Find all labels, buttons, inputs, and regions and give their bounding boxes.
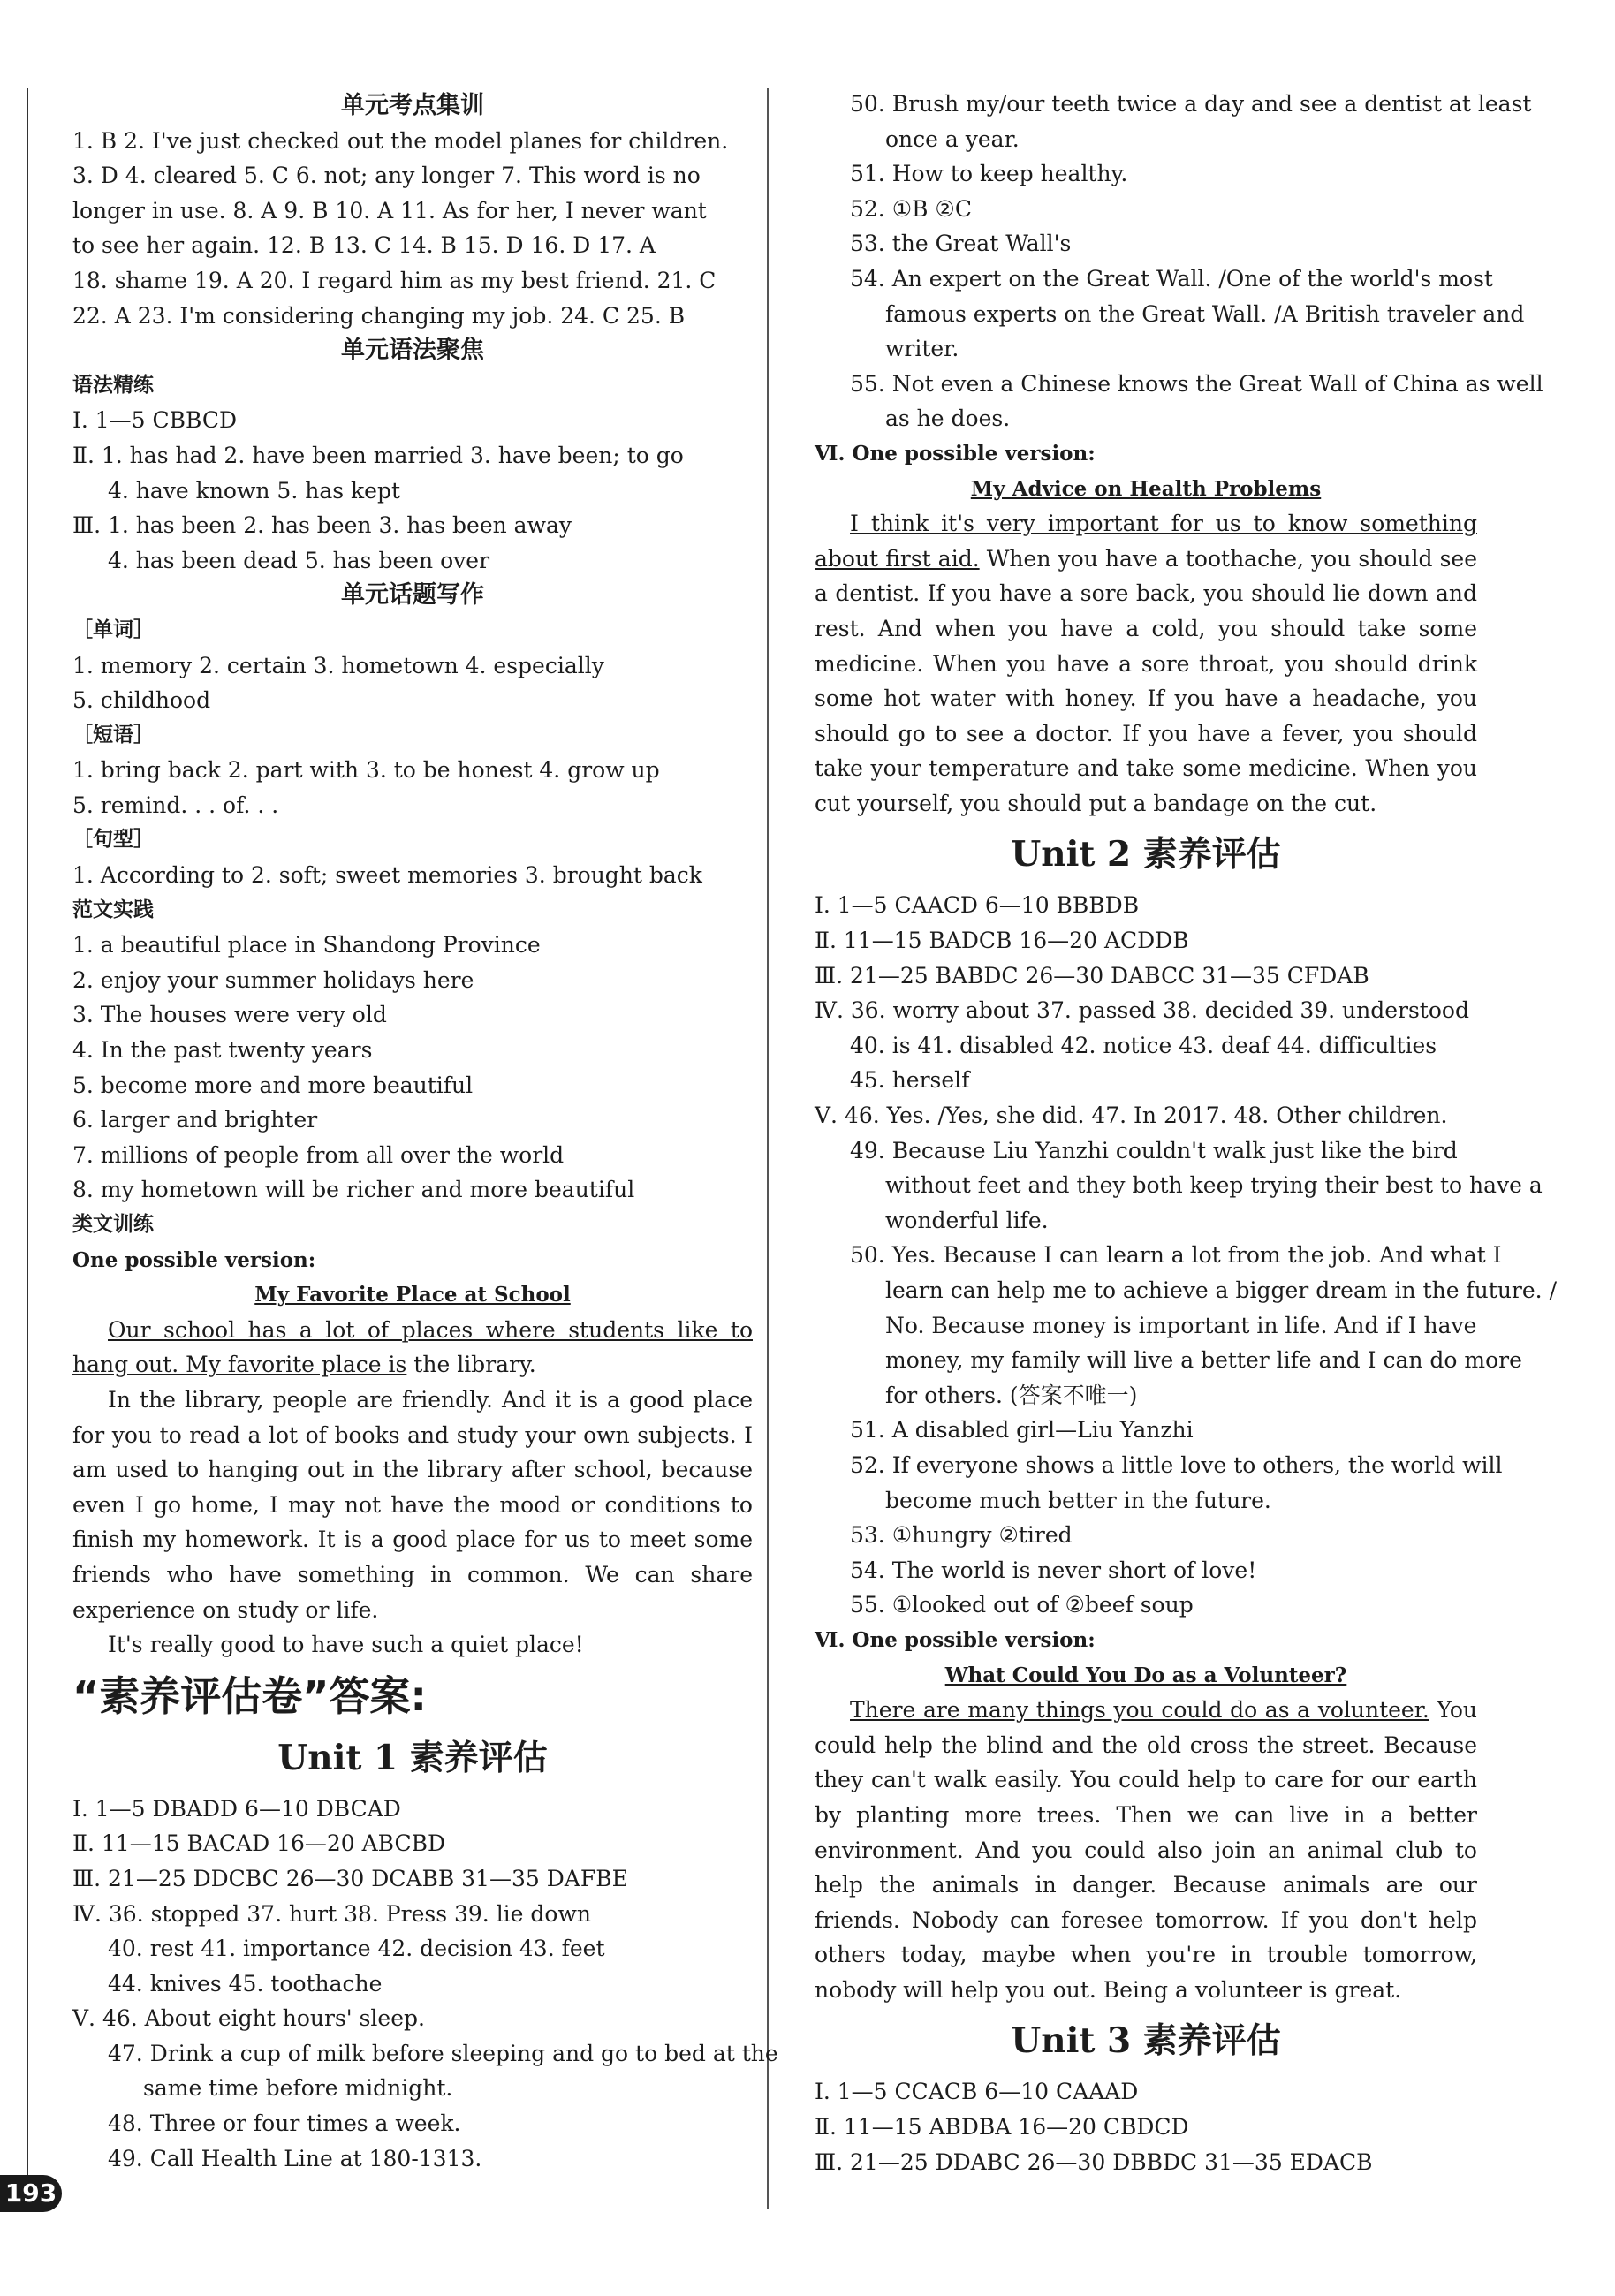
answer-line: Ⅱ. 11—15 ABDBA 16—20 CBDCD (815, 2114, 1189, 2141)
answer-line: 51. How to keep healthy. (850, 161, 1128, 187)
unit-3-title: Unit 3 素养评估 (1011, 2020, 1281, 2062)
essay-text: When you have a toothache, you should see a dentist. If you have a sore back, you should lie down and rest. And when you have a cold, you should take some medicine. When you have a sore throat, you should drink some hot water with honey. If you have a headache, you should go to see a doctor. If you have a fever, you should take your temperature and take some medicine. When you cut yourself, you should put a bandage on the cut. (815, 545, 1477, 816)
answer-line: 50. Yes. Because I can learn a lot from the job. And what I (850, 1242, 1502, 1269)
essay-paragraph (815, 506, 1477, 821)
answer-line: same time before midnight. (143, 2075, 453, 2102)
answer-line: 44. knives 45. toothache (108, 1970, 383, 1997)
answer-line: Ⅰ. 1—5 CBBCD (72, 407, 238, 434)
essay-paragraph: It's really good to have such a quiet place! (108, 1632, 584, 1658)
answer-line: 3. D 4. cleared 5. C 6. not; any longer 7. This word is no (72, 163, 701, 189)
answer-line: 54. The world is never short of love! (850, 1557, 1257, 1583)
answer-line: writer. (885, 336, 959, 362)
answer-line: Ⅲ. 21—25 DDABC 26—30 DBBDC 31—35 EDACB (815, 2148, 1373, 2175)
answer-line: 52. If everyone shows a little love to others, the world will (850, 1451, 1503, 1478)
answer-line: 4. has been dead 5. has been over (108, 547, 490, 573)
answer-line: for others. (答案不唯一) (885, 1382, 1138, 1408)
answer-line: longer in use. 8. A 9. B 10. A 11. As for her, I never want (72, 197, 707, 224)
section-title-grammar: 单元语法聚焦 (341, 337, 484, 365)
subheading-model-practice: 范文实践 (72, 898, 154, 921)
answer-line: Ⅳ. 36. stopped 37. hurt 38. Press 39. lie down (72, 1900, 591, 1927)
essay-title (72, 1277, 753, 1313)
subheading-similar-writing: 类文训练 (72, 1213, 154, 1236)
answer-line: famous experts on the Great Wall. /A British traveler and (885, 300, 1525, 327)
answer-line: 49. Call Health Line at 180-1313. (108, 2145, 482, 2171)
answer-line: as he does. (885, 405, 1011, 432)
subheading-sentence-patterns: ［句型］ (72, 828, 154, 852)
answer-line: Ⅲ. 1. has been 2. has been 3. has been away (72, 512, 572, 539)
left-column (72, 88, 778, 2176)
answer-line: Ⅰ. 1—5 CAACD 6—10 BBBDB (815, 892, 1140, 919)
section-title-topic-writing: 单元话题写作 (341, 581, 484, 610)
right-column (815, 87, 1557, 2179)
essay-paragraph (72, 1313, 753, 1383)
answer-line: 5. childhood (72, 687, 211, 714)
possible-version-label: Ⅵ. One possible version: (815, 1627, 1096, 1652)
essay-text: the library. (406, 1352, 536, 1378)
answer-line: Ⅰ. 1—5 CCACB 6—10 CAAAD (815, 2079, 1139, 2105)
essay-title-text: My Advice on Health Problems (970, 476, 1322, 501)
possible-version-label: Ⅵ. One possible version: (815, 441, 1096, 466)
answer-line: 54. An expert on the Great Wall. /One of the world's most (850, 265, 1493, 292)
answer-line: to see her again. 12. B 13. C 14. B 15. D 16. D 17. A (72, 232, 656, 259)
essay-text: You could help the blind and the old cross the street. Because they can't walk easily. You could help to care for our earth by planting more trees. Then we can live in a better environment. And you could also join an animal club to help the animals in danger. Because animals are our friends. Nobody can foresee tomorrow. If you don't help others today, maybe when you're in trouble tomorrow, nobody will help you out. Being a volunteer is great. (815, 1697, 1477, 2003)
answer-line: 45. herself (850, 1067, 970, 1094)
answer-line: 3. The houses were very old (72, 1002, 387, 1028)
answer-line: 52. ①B ②C (850, 195, 972, 222)
possible-version-label: One possible version: (72, 1247, 316, 1272)
answer-line: 7. millions of people from all over the world (72, 1141, 565, 1168)
answer-line: 51. A disabled girl—Liu Yanzhi (850, 1417, 1194, 1444)
unit-2-title: Unit 2 素养评估 (1011, 834, 1281, 875)
answer-line: 53. ①hungry ②tired (850, 1522, 1073, 1549)
answer-line: 4. have known 5. has kept (108, 477, 400, 504)
answer-line: 6. larger and brighter (72, 1107, 318, 1133)
topic-sentence: There are many things you could do as a volunteer. (850, 1697, 1429, 1724)
answer-line: 40. is 41. disabled 42. notice 43. deaf 44. difficulties (850, 1032, 1437, 1058)
answer-line: 5. become more and more beautiful (72, 1072, 474, 1098)
unit-1-title: Unit 1 素养评估 (277, 1737, 548, 1778)
answer-line: 48. Three or four times a week. (108, 2110, 461, 2137)
answer-line: Ⅱ. 11—15 BADCB 16—20 ACDDB (815, 928, 1189, 954)
assessment-answers-title: “素养评估卷”答案: (72, 1671, 427, 1720)
subheading-phrases: ［短语］ (72, 723, 154, 746)
answer-line: Ⅲ. 21—25 BABDC 26—30 DABCC 31—35 CFDAB (815, 962, 1369, 989)
answer-line: 2. enjoy your summer holidays here (72, 966, 474, 993)
answer-line: 18. shame 19. A 20. I regard him as my best friend. 21. C (72, 267, 717, 293)
topic-sentence: Our school has a lot of places where students like to hang out. My favorite place is (72, 1316, 753, 1378)
answer-line: Ⅱ. 1. has had 2. have been married 3. have been; to go (72, 442, 684, 468)
answer-line: Ⅰ. 1—5 DBADD 6—10 DBCAD (72, 1795, 401, 1822)
answer-line: money, my family will live a better life and I can do more (885, 1347, 1522, 1374)
answer-line: 49. Because Liu Yanzhi couldn't walk just like the bird (850, 1137, 1458, 1163)
answer-line: learn can help me to achieve a bigger dream in the future. / (885, 1277, 1557, 1303)
essay-paragraph: In the library, people are friendly. And it is a good place for you to read a lot of books and study your own subjects. I am used to hanging out in the library after school, because even I go home, I may not have the mood or conditions to finish my homework. It is a good place for us to meet some friends who have something in common. We can share experience on study or life. (72, 1386, 753, 1623)
answer-line: Ⅴ. 46. About eight hours' sleep. (72, 2005, 425, 2032)
answer-line: No. Because money is important in life. And if I have (885, 1312, 1477, 1338)
subheading-words: ［单词］ (72, 618, 154, 641)
answer-line: wonderful life. (885, 1207, 1049, 1233)
essay-title-text: My Favorite Place at School (254, 1283, 571, 1307)
answer-line: 22. A 23. I'm considering changing my job. 24. C 25. B (72, 302, 686, 329)
answer-line: 55. ①looked out of ②beef soup (850, 1592, 1194, 1618)
answer-line: 4. In the past twenty years (72, 1037, 373, 1064)
answer-line: 55. Not even a Chinese knows the Great Wall of China as well (850, 370, 1543, 397)
answer-line: Ⅴ. 46. Yes. /Yes, she did. 47. In 2017. 48. Other children. (815, 1103, 1448, 1129)
answer-line: 1. a beautiful place in Shandong Province (72, 932, 541, 959)
answer-line: 53. the Great Wall's (850, 231, 1072, 257)
answer-line: Ⅳ. 36. worry about 37. passed 38. decided 39. understood (815, 997, 1469, 1024)
left-margin-rule (27, 88, 28, 2200)
answer-line: 1. bring back 2. part with 3. to be honest 4. grow up (72, 757, 660, 784)
page-number-badge: 193 (0, 2175, 62, 2212)
answer-line: 47. Drink a cup of milk before sleeping and go to bed at the (108, 2040, 778, 2066)
topic-sentence: I think it's very important for us to know something about first aid. (815, 511, 1477, 572)
section-title-unit-drills: 单元考点集训 (341, 92, 484, 119)
essay-paragraph (815, 1693, 1477, 2007)
answer-line: 5. remind. . . of. . . (72, 792, 279, 818)
essay-title (815, 1658, 1477, 1694)
answer-line: 8. my hometown will be richer and more beautiful (72, 1177, 635, 1203)
answer-line: 40. rest 41. importance 42. decision 43. feet (108, 1936, 605, 1962)
answer-line: Ⅱ. 11—15 BACAD 16—20 ABCBD (72, 1830, 446, 1857)
answer-line: once a year. (885, 125, 1020, 152)
answer-line: 1. According to 2. soft; sweet memories 3. brought back (72, 862, 702, 889)
answer-line: become much better in the future. (885, 1487, 1271, 1513)
answer-line: 1. memory 2. certain 3. hometown 4. especially (72, 652, 604, 678)
answer-line: without feet and they both keep trying their best to have a (885, 1172, 1543, 1199)
answer-line: 1. B 2. I've just checked out the model planes for children. (72, 127, 729, 154)
subheading-grammar-practice: 语法精练 (72, 373, 154, 397)
essay-title-text: What Could You Do as a Volunteer? (944, 1663, 1347, 1687)
column-divider (767, 88, 769, 2209)
answer-line: 50. Brush my/our teeth twice a day and see a dentist at least (850, 91, 1532, 117)
answer-line: Ⅲ. 21—25 DDCBC 26—30 DCABB 31—35 DAFBE (72, 1865, 628, 1891)
essay-title (815, 472, 1477, 507)
